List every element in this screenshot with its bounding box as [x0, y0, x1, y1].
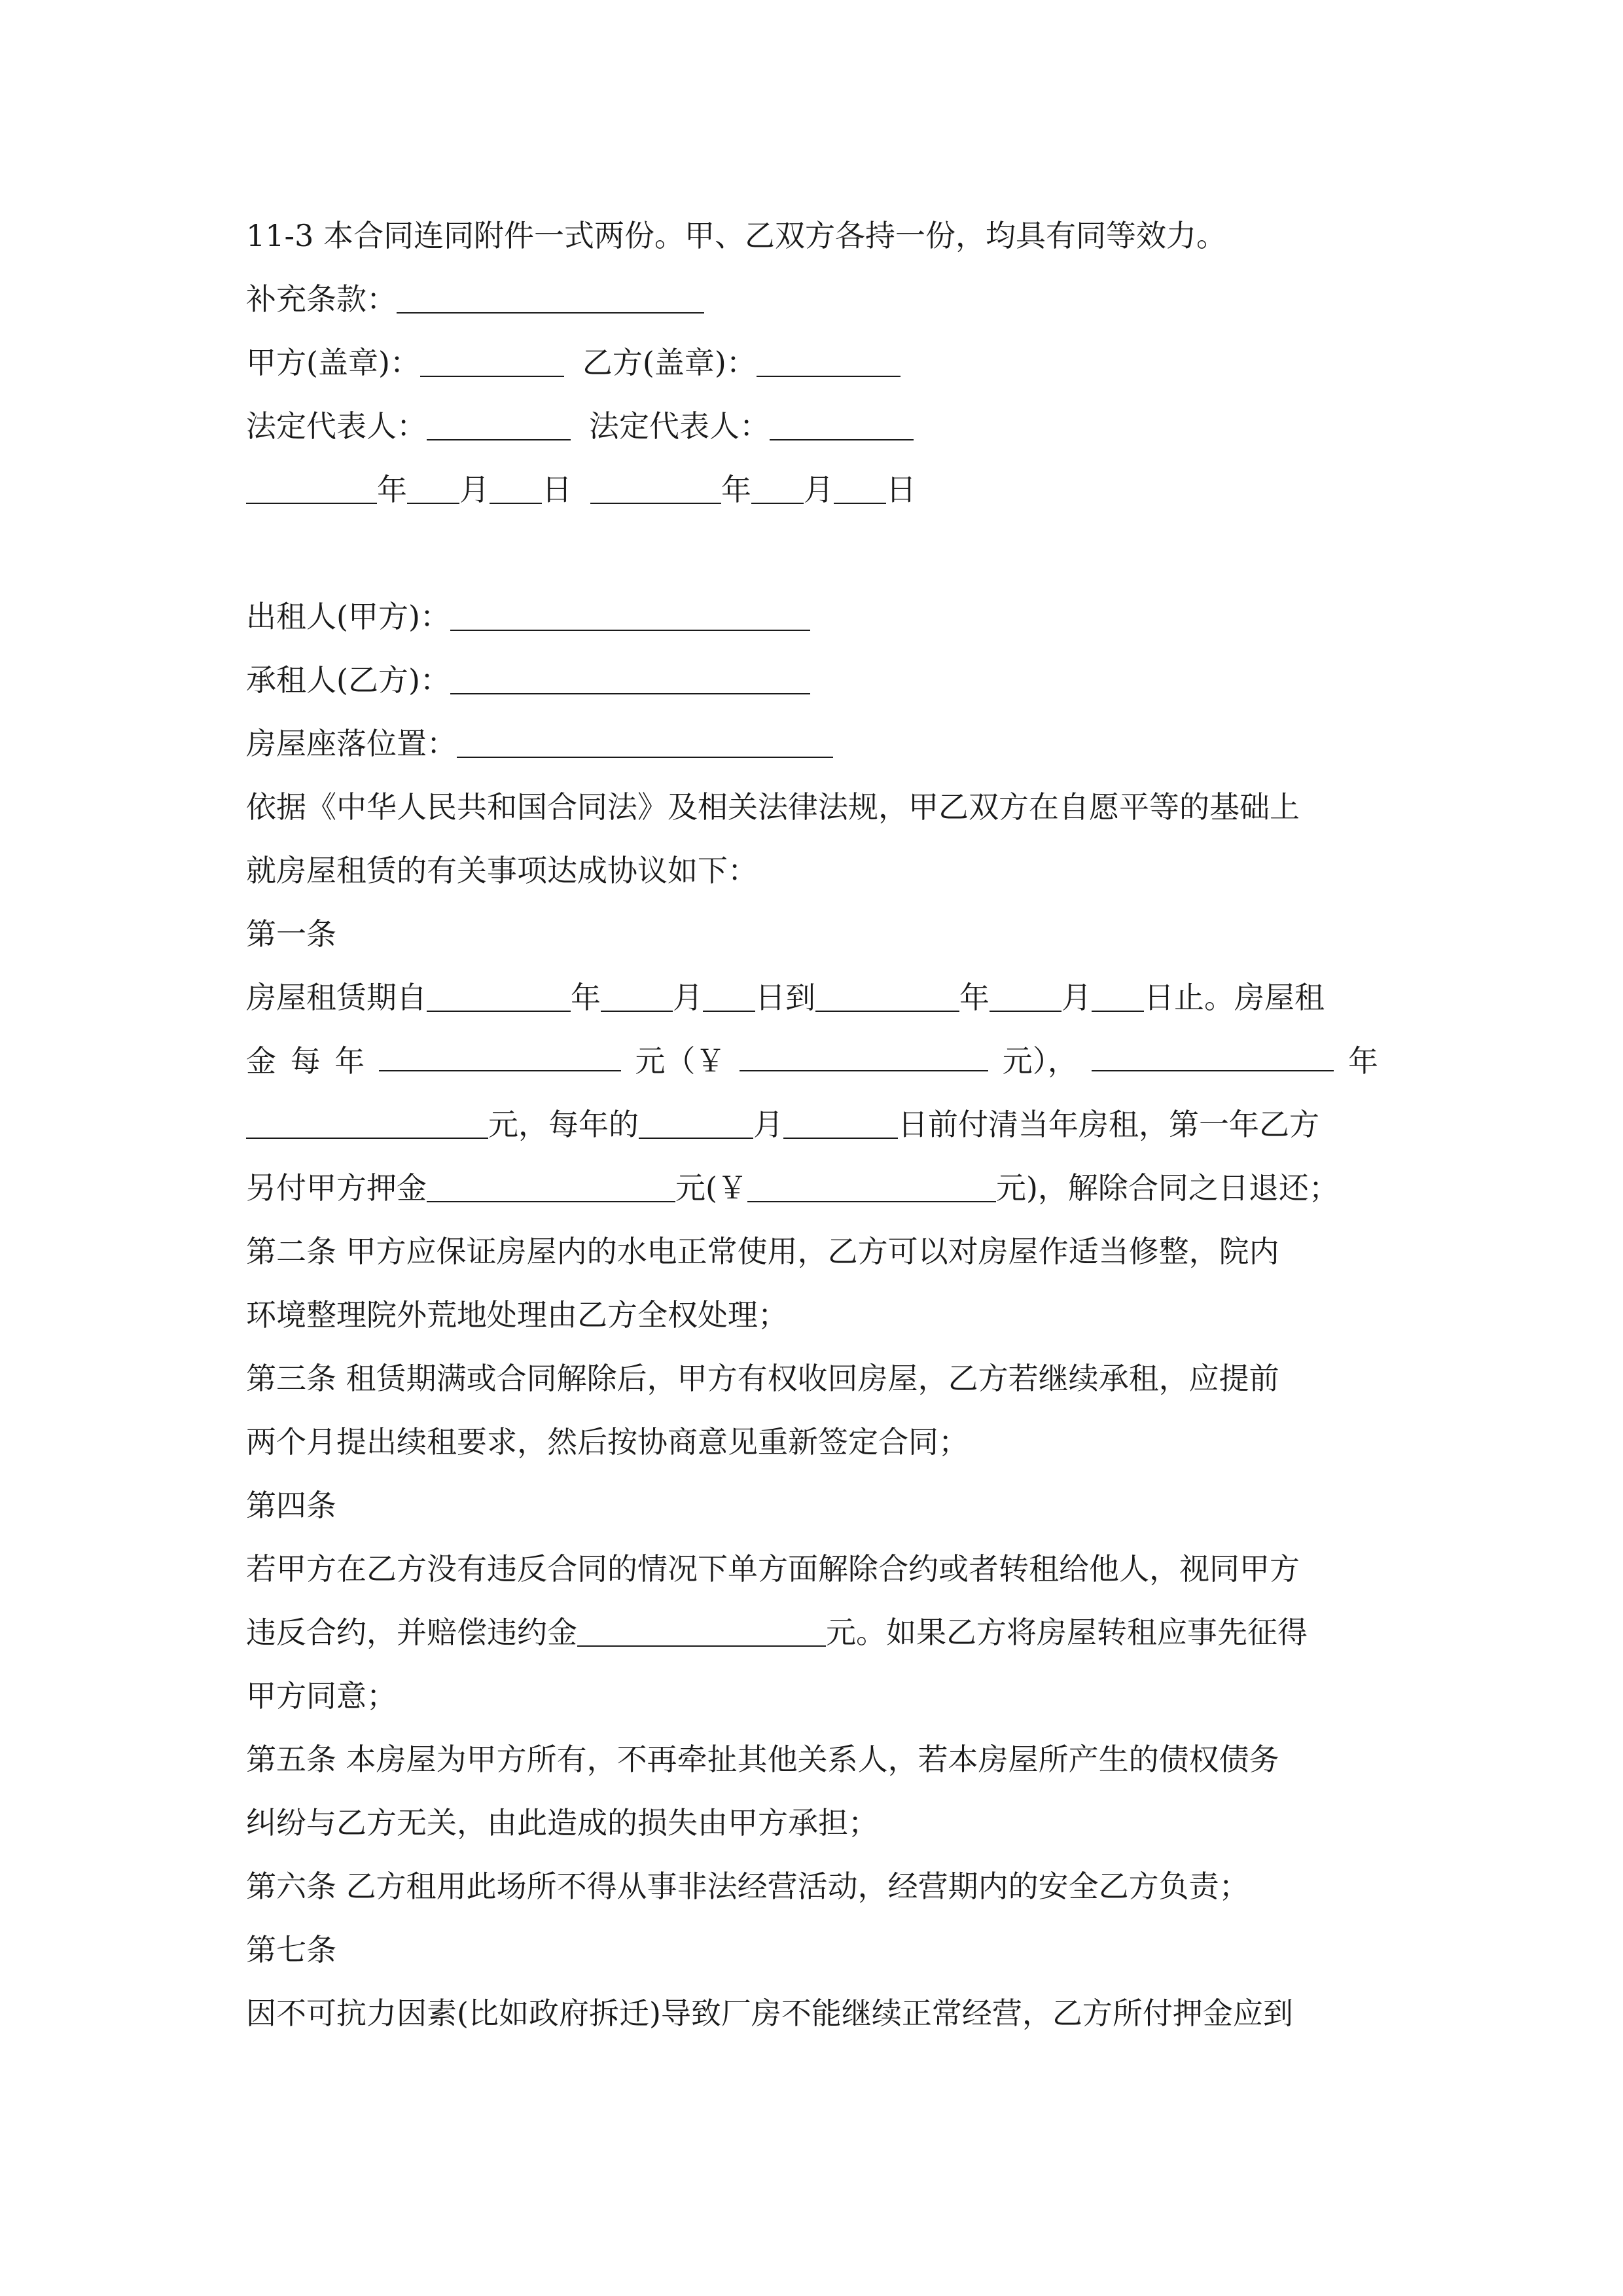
- year-label: 年: [1348, 1043, 1378, 1079]
- party-a-seal-label: 甲方(盖章)：: [246, 345, 420, 380]
- legal-rep-a-label: 法定代表人：: [246, 408, 427, 444]
- location-line: [246, 712, 1378, 776]
- basis-line-2: 就房屋租赁的有关事项达成协议如下：: [246, 853, 758, 888]
- contract-page: [246, 204, 1378, 2045]
- yuan-each-year-label: 元，每年的: [488, 1107, 639, 1142]
- article-1-line-1: [246, 966, 1378, 1030]
- year-label: 年: [377, 472, 407, 507]
- annual-rent-numeric-blank[interactable]: [740, 1040, 988, 1071]
- day-label: 日: [886, 472, 916, 507]
- day-label: 日: [542, 472, 572, 507]
- rent-char-3: 年: [334, 1043, 365, 1079]
- lessor-line: [246, 585, 1378, 649]
- article-1-line-2: [246, 1030, 1378, 1093]
- article-1-line-3: [246, 1093, 1378, 1157]
- legal-rep-line: [246, 395, 1378, 458]
- start-month-blank[interactable]: [601, 980, 673, 1012]
- annual-rent-blank[interactable]: [379, 1040, 621, 1071]
- article-3-line-1: 第三条 租赁期满或合同解除后，甲方有权收回房屋，乙方若继续承租，应提前: [246, 1361, 1279, 1396]
- date-b-year-blank[interactable]: [590, 473, 721, 504]
- second-year-rent-blank[interactable]: [246, 1107, 488, 1139]
- end-label: 日止。房屋租: [1144, 980, 1325, 1015]
- date-b-month-blank[interactable]: [751, 473, 804, 504]
- month-label: 月: [804, 472, 834, 507]
- deposit-numeric-blank[interactable]: [747, 1171, 996, 1202]
- article-5-line-1: 第五条 本房屋为甲方所有，不再牵扯其他关系人，若本房屋所产生的债权债务: [246, 1742, 1279, 1777]
- legal-rep-a-blank[interactable]: [427, 409, 571, 440]
- yuan-close-label: 元），: [1002, 1043, 1078, 1079]
- legal-rep-b-blank[interactable]: [770, 409, 914, 440]
- legal-rep-b-label: 法定代表人：: [589, 408, 770, 444]
- end-day-blank[interactable]: [1092, 980, 1144, 1012]
- article-4-line-3: 甲方同意；: [246, 1678, 397, 1713]
- article-2-line-2: 环境整理院外荒地处理由乙方全权处理；: [246, 1297, 788, 1333]
- pay-month-blank[interactable]: [639, 1107, 753, 1139]
- sublease-label: 元。如果乙方将房屋转租应事先征得: [826, 1615, 1308, 1650]
- month-label: 月: [1061, 980, 1092, 1015]
- article-6: 第六条 乙方租用此场所不得从事非法经营活动，经营期内的安全乙方负责；: [246, 1869, 1249, 1904]
- party-b-seal-label: 乙方(盖章)：: [582, 345, 757, 380]
- deposit-blank[interactable]: [427, 1171, 675, 1202]
- location-label: 房屋座落位置：: [246, 726, 457, 761]
- to-label: 日到: [755, 980, 815, 1015]
- start-day-blank[interactable]: [703, 980, 755, 1012]
- supplement-blank[interactable]: [397, 282, 704, 314]
- lessee-line: [246, 649, 1378, 712]
- yuan-open-label: 元（￥: [635, 1043, 726, 1079]
- date-b-day-blank[interactable]: [834, 473, 886, 504]
- start-year-blank[interactable]: [427, 980, 571, 1012]
- year-label: 年: [571, 980, 601, 1015]
- article-7-line-1: 因不可抗力因素(比如政府拆迁)导致厂房不能继续正常经营，乙方所付押金应到: [246, 1996, 1293, 2031]
- date-a-day-blank[interactable]: [490, 473, 542, 504]
- year-label: 年: [959, 980, 990, 1015]
- article-1-line-4: [246, 1157, 1378, 1220]
- location-blank[interactable]: [457, 726, 833, 758]
- lessor-label: 出租人(甲方)：: [246, 599, 450, 634]
- date-line: [246, 458, 1378, 522]
- article-2-line-1: 第二条 甲方应保证房屋内的水电正常使用，乙方可以对房屋作适当修整，院内: [246, 1234, 1279, 1269]
- seal-line: [246, 331, 1378, 395]
- basis-line-1: 依据《中华人民共和国合同法》及相关法律法规，甲乙双方在自愿平等的基础上: [246, 789, 1300, 825]
- lessee-blank[interactable]: [450, 663, 810, 694]
- end-year-blank[interactable]: [815, 980, 959, 1012]
- lessee-label: 承租人(乙方)：: [246, 662, 450, 698]
- article-7-title: 第七条: [246, 1932, 336, 1967]
- penalty-label: 违反合约，并赔偿违约金: [246, 1615, 577, 1650]
- article-5-line-2: 纠纷与乙方无关，由此造成的损失由甲方承担；: [246, 1805, 878, 1840]
- lease-period-label: 房屋租赁期自: [246, 980, 427, 1015]
- party-a-seal-blank[interactable]: [420, 346, 564, 377]
- article-1-title: 第一条: [246, 916, 336, 952]
- article-3-line-2: 两个月提出续租要求，然后按协商意见重新签定合同；: [246, 1424, 969, 1460]
- article-4-line-1: 若甲方在乙方没有违反合同的情况下单方面解除合约或者转租给他人，视同甲方: [246, 1551, 1300, 1587]
- rent-char-1: 金: [246, 1043, 276, 1079]
- deposit-return-label: 元)，解除合同之日退还；: [995, 1170, 1339, 1206]
- second-year-blank[interactable]: [1092, 1040, 1334, 1071]
- year-label: 年: [721, 472, 751, 507]
- rent-char-2: 每: [290, 1043, 321, 1079]
- clause-11-3: 11-3 本合同连同附件一式两份。甲、乙双方各持一份，均具有同等效力。: [246, 218, 1226, 253]
- date-a-year-blank[interactable]: [246, 473, 377, 504]
- month-label: 月: [753, 1107, 783, 1142]
- deposit-label: 另付甲方押金: [246, 1170, 427, 1206]
- end-month-blank[interactable]: [990, 980, 1061, 1012]
- month-label: 月: [459, 472, 490, 507]
- supplement-label: 补充条款：: [246, 281, 397, 317]
- deposit-yuan-open-label: 元(￥: [675, 1170, 747, 1206]
- pay-day-blank[interactable]: [783, 1107, 898, 1139]
- article-4-line-2: [246, 1601, 1378, 1664]
- article-4-title: 第四条: [246, 1488, 336, 1523]
- party-b-seal-blank[interactable]: [757, 346, 901, 377]
- supplement-line: [246, 268, 1378, 331]
- penalty-blank[interactable]: [577, 1615, 826, 1647]
- month-label: 月: [673, 980, 703, 1015]
- pay-before-label: 日前付清当年房租，第一年乙方: [898, 1107, 1319, 1142]
- lessor-blank[interactable]: [450, 600, 810, 631]
- date-a-month-blank[interactable]: [407, 473, 459, 504]
